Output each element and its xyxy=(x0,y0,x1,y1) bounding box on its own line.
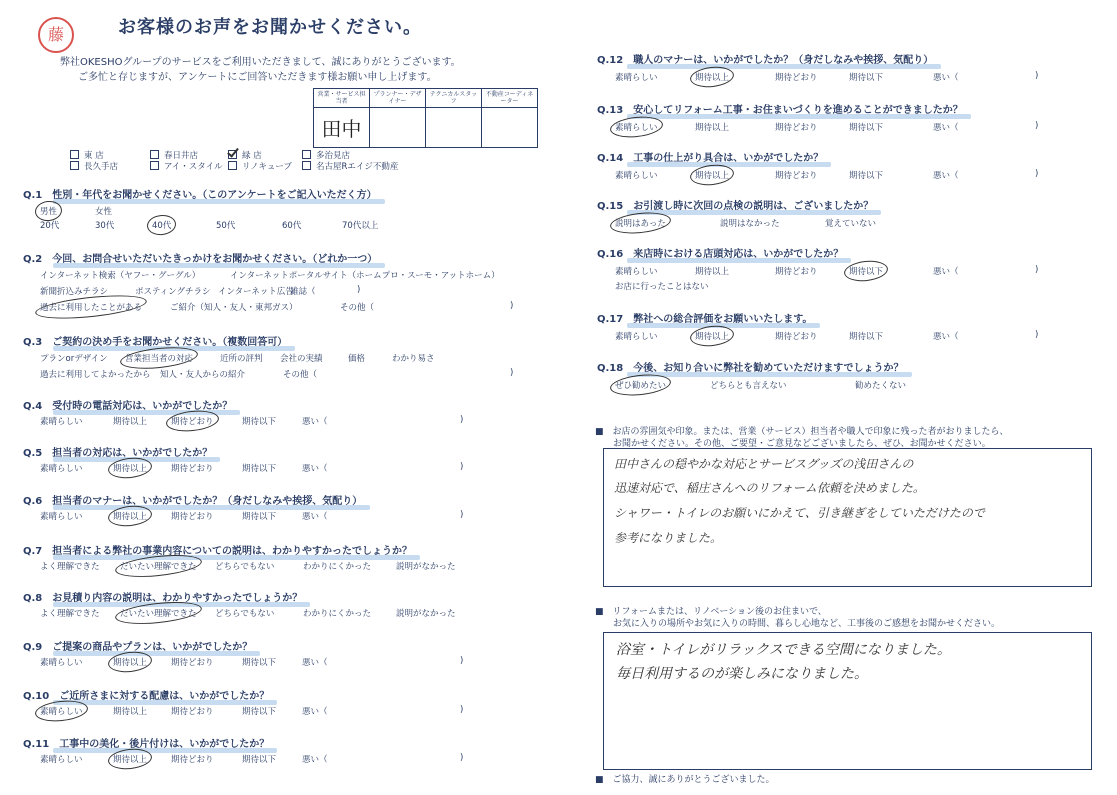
answer-option[interactable]: 期待どおり xyxy=(775,171,818,181)
question-label: Q.17 弊社への総合評価をお願いいたします。 xyxy=(597,310,812,325)
option-bracket-close: ) xyxy=(460,753,464,763)
question-label: Q.10 ご近所さまに対する配慮は、いかがでしたか？ xyxy=(23,687,269,702)
answer-option[interactable]: 期待以下 xyxy=(242,464,277,474)
answer-option[interactable]: 期待以下 xyxy=(242,707,277,717)
answer-option[interactable]: 素晴らしい xyxy=(40,464,83,474)
answer-option[interactable]: 期待以上 xyxy=(113,417,148,427)
answer-option[interactable]: 期待どおり xyxy=(775,73,818,83)
answer-option[interactable]: 期待どおり xyxy=(171,658,214,668)
answer-option[interactable]: 素晴らしい xyxy=(615,123,658,133)
question-label: Q.4 受付時の電話対応は、いかがでしたか？ xyxy=(23,397,232,412)
answer-option[interactable]: 覚えていない xyxy=(825,219,877,229)
store-option[interactable]: 春日井店 xyxy=(150,149,198,161)
answer-option[interactable]: 素晴らしい xyxy=(40,755,83,765)
answer-option[interactable]: インターネット検索（ヤフー・グーグル） xyxy=(40,271,201,281)
answer-option[interactable]: 素晴らしい xyxy=(40,512,83,522)
answer-option[interactable]: 過去に利用したことがある xyxy=(40,303,143,313)
answer-option[interactable]: だいたい理解できた xyxy=(120,562,197,572)
option-bracket-close: ) xyxy=(460,656,464,666)
staff-header-sales: 営業・サービス担当者 xyxy=(314,89,370,108)
answer-option[interactable]: 説明がなかった xyxy=(396,562,456,572)
answer-option[interactable]: 素晴らしい xyxy=(615,171,658,181)
comments1-line-3: シャワー・トイレのお願いにかえて、引き継ぎをしていただけたので xyxy=(614,506,985,520)
checkbox[interactable] xyxy=(150,161,159,170)
answer-option[interactable]: ご紹介（知人・友人・東邦ガス） xyxy=(170,303,298,313)
checkbox[interactable] xyxy=(70,150,79,159)
answer-option[interactable]: 悪い（ xyxy=(933,123,959,133)
answer-option[interactable]: 期待どおり xyxy=(171,707,214,717)
question-label: Q.13 安心してリフォーム工事・お住まいづくりを進めることができましたか？ xyxy=(597,101,963,116)
checkbox[interactable] xyxy=(302,150,311,159)
answer-option[interactable]: 過去に利用してよかったから xyxy=(40,370,151,380)
answer-option[interactable]: 50代 xyxy=(216,221,236,231)
answer-option[interactable]: 期待どおり xyxy=(171,464,214,474)
answer-option[interactable]: 説明がなかった xyxy=(396,609,456,619)
comments1-line-2: 迅速対応で、稲庄さんへのリフォーム依頼を決めました。 xyxy=(614,481,925,495)
option-bracket-close: ) xyxy=(460,510,464,520)
answer-option[interactable]: 期待以上 xyxy=(113,512,148,522)
question-label: Q.11 工事中の美化・後片付けは、いかがでしたか？ xyxy=(23,735,269,750)
answer-option[interactable]: 期待以上 xyxy=(695,171,730,181)
comments1-prompt-1: ■ お店の雰囲気や印象。または、営業（サービス）担当者や職人で印象に残った者がおりましたら、 xyxy=(595,427,1009,437)
answer-option[interactable]: どちらでもない xyxy=(215,562,275,572)
answer-option[interactable]: 期待以下 xyxy=(849,123,884,133)
answer-option[interactable]: 素晴らしい xyxy=(615,332,658,342)
question-label: Q.15 お引渡し時に次回の点検の説明は、ございましたか？ xyxy=(597,197,873,212)
answer-option[interactable]: よく理解できた xyxy=(40,609,100,619)
checkbox[interactable] xyxy=(302,161,311,170)
answer-option[interactable]: 素晴らしい xyxy=(40,707,83,717)
answer-option[interactable]: 営業担当者の対応 xyxy=(125,354,194,364)
answer-option[interactable]: 期待以下 xyxy=(849,171,884,181)
answer-option[interactable]: 期待以下 xyxy=(242,417,277,427)
option-bracket-close: ) xyxy=(1035,330,1039,340)
question-label: Q.18 今後、お知り合いに弊社を勧めていただけますでしょうか？ xyxy=(597,359,904,374)
answer-option[interactable]: 期待以上 xyxy=(695,123,730,133)
answer-option[interactable]: わかりにくかった xyxy=(303,562,372,572)
comments2-line-1: 浴室・トイレがリラックスできる空間になりました。 xyxy=(616,642,951,658)
answer-option[interactable]: 素晴らしい xyxy=(40,417,83,427)
answer-option[interactable]: 悪い（ xyxy=(302,707,328,717)
answer-option[interactable]: ぜひ勧めたい xyxy=(615,381,667,391)
comments1-line-1: 田中さんの穏やかな対応とサービスグッズの浅田さんの xyxy=(614,457,914,471)
answer-option[interactable]: 説明はなかった xyxy=(720,219,780,229)
answer-option[interactable]: 悪い（ xyxy=(302,464,328,474)
answer-option[interactable]: 新聞折込みチラシ xyxy=(40,287,109,297)
answer-option[interactable]: どちらでもない xyxy=(215,609,275,619)
answer-option[interactable]: 期待以上 xyxy=(695,267,730,277)
answer-option[interactable]: 悪い（ xyxy=(933,171,959,181)
answer-option[interactable]: 期待以下 xyxy=(849,267,884,277)
answer-option[interactable]: インターネットポータルサイト（ホームプロ・スーモ・アットホーム） xyxy=(230,271,500,281)
option-bracket-close: ) xyxy=(460,415,464,425)
answer-option[interactable]: 勧めたくない xyxy=(855,381,907,391)
store-option[interactable]: 東 店 xyxy=(70,149,104,161)
answer-option[interactable]: 会社の実績 xyxy=(280,354,323,364)
answer-option[interactable]: 20代 xyxy=(40,221,60,231)
question-label: Q.16 来店時における店頭対応は、いかがでしたか？ xyxy=(597,245,843,260)
question-label: Q.12 職人のマナーは、いかがでしたか？（身だしなみや挨拶、気配り） xyxy=(597,51,933,66)
answer-option[interactable]: 期待以上 xyxy=(113,658,148,668)
answer-option[interactable]: 期待どおり xyxy=(171,755,214,765)
answer-option[interactable]: 素晴らしい xyxy=(615,73,658,83)
option-bracket-close: ) xyxy=(1035,121,1039,131)
staff-header-technical: テクニカルスタッフ xyxy=(426,89,482,108)
answer-option[interactable]: 30代 xyxy=(95,221,115,231)
answer-option[interactable]: 悪い（ xyxy=(933,73,959,83)
answer-option[interactable]: わかりにくかった xyxy=(303,609,372,619)
answer-option[interactable]: 期待以上 xyxy=(113,755,148,765)
comments2-prompt-2: お気に入りの場所やお気に入りの時間、暮らし心地など、工事後のご感想をお聞かせください。 xyxy=(595,619,1001,629)
staff-header-planner: プランナー・デザイナー xyxy=(370,89,426,108)
answer-option[interactable]: 期待以上 xyxy=(695,332,730,342)
answer-option[interactable]: お店に行ったことはない xyxy=(615,282,709,292)
answer-option[interactable]: 悪い（ xyxy=(302,755,328,765)
answer-option[interactable]: 雑誌（ xyxy=(290,287,316,297)
answer-option[interactable]: 悪い（ xyxy=(933,267,959,277)
option-bracket-close: ) xyxy=(460,462,464,472)
intro-line-1: 弊社OKESHOグループのサービスをご利用いただきまして、誠にありがとうございます。 xyxy=(60,57,461,68)
answer-option[interactable]: 女性 xyxy=(95,207,113,217)
question-label: Q.3 ご契約の決め手をお聞かせください。（複数回答可） xyxy=(23,333,287,348)
answer-option[interactable]: 期待どおり xyxy=(775,267,818,277)
checkbox[interactable] xyxy=(228,161,237,170)
answer-option[interactable]: 期待以下 xyxy=(849,332,884,342)
checkbox[interactable] xyxy=(150,150,159,159)
option-bracket-close: ) xyxy=(1035,71,1039,81)
answer-option[interactable]: 悪い（ xyxy=(302,512,328,522)
answer-option[interactable]: 期待以上 xyxy=(113,464,148,474)
answer-option[interactable]: どちらとも言えない xyxy=(710,381,787,391)
answer-option[interactable]: 期待以下 xyxy=(242,755,277,765)
question-label: Q.9 ご提案の商品やプランは、いかがでしたか？ xyxy=(23,638,252,653)
hanko-stamp: 藤 xyxy=(38,17,74,53)
answer-option[interactable]: その他（ xyxy=(283,370,318,380)
answer-option[interactable]: 70代以上 xyxy=(342,221,379,231)
staff-header-realestate: 不動産コーディネーター xyxy=(482,89,538,108)
question-label: Q.1 性別・年代をお聞かせください。（このアンケートをご記入いただく方） xyxy=(23,186,377,201)
answer-option[interactable]: 期待以下 xyxy=(242,512,277,522)
store-option[interactable]: リノキューブ xyxy=(228,160,292,172)
question-label: Q.8 お見積り内容の説明は、わかりやすかったでしょうか？ xyxy=(23,589,302,604)
answer-option[interactable]: 説明はあった xyxy=(615,219,666,229)
staff-value-sales[interactable]: 田中 xyxy=(314,108,370,148)
answer-option[interactable]: 悪い（ xyxy=(302,658,328,668)
answer-option[interactable]: 期待以上 xyxy=(113,707,148,717)
checkbox[interactable] xyxy=(70,161,79,170)
answer-option[interactable]: 期待以上 xyxy=(695,73,730,83)
answer-option[interactable]: 期待どおり xyxy=(171,512,214,522)
comments1-line-4: 参考になりました。 xyxy=(614,531,723,545)
answer-option[interactable]: よく理解できた xyxy=(40,562,100,572)
answer-option[interactable]: 知人・友人からの紹介 xyxy=(160,370,246,380)
store-option[interactable]: 名古屋Rエイジ不動産 xyxy=(302,160,398,172)
answer-option[interactable]: 近所の評判 xyxy=(220,354,263,364)
option-bracket-close: ) xyxy=(1035,265,1039,275)
question-label: Q.2 今回、お問合せいただいたきっかけをお聞かせください。（どれか一つ） xyxy=(23,250,377,265)
answer-option[interactable]: インターネット広告 xyxy=(218,287,294,297)
comments2-box[interactable] xyxy=(603,632,1092,770)
answer-option[interactable]: 男性 xyxy=(40,207,58,217)
option-bracket-close: ) xyxy=(510,301,514,311)
answer-option[interactable]: 期待どおり xyxy=(775,332,818,342)
closing-message: ■ ご協力、誠にありがとうございました。 xyxy=(595,775,775,785)
comments2-prompt-1: ■ リフォームまたは、リノベーション後のお住まいで、 xyxy=(595,607,827,617)
option-bracket-close: ) xyxy=(1035,169,1039,179)
question-label: Q.5 担当者の対応は、いかがでしたか？ xyxy=(23,444,212,459)
answer-option[interactable]: 60代 xyxy=(282,221,302,231)
answer-option[interactable]: だいたい理解できた xyxy=(120,609,197,619)
intro-line-2: ご多忙と存じますが、アンケートにご回答いただきます様お願い申し上げます。 xyxy=(78,72,437,83)
answer-option[interactable]: 期待以下 xyxy=(849,73,884,83)
staff-value-planner[interactable] xyxy=(370,108,426,148)
question-label: Q.6 担当者のマナーは、いかがでしたか？（身だしなみや挨拶、気配り） xyxy=(23,492,362,507)
comments1-prompt-2: お聞かせください。その他、ご要望・ご意見などございましたら、ぜひ、お聞かせください。 xyxy=(595,439,991,449)
option-bracket-close: ) xyxy=(460,705,464,715)
question-label: Q.7 担当者による弊社の事業内容についての説明は、わかりやすかったでしょうか？ xyxy=(23,542,412,557)
answer-option[interactable]: 悪い（ xyxy=(933,332,959,342)
answer-option[interactable]: 素晴らしい xyxy=(40,658,83,668)
staff-table xyxy=(313,88,538,148)
page-title: お客様のお声をお聞かせください。 xyxy=(118,17,422,38)
staff-value-realestate[interactable] xyxy=(482,108,538,148)
answer-option[interactable]: 40代 xyxy=(152,221,172,231)
answer-option[interactable]: プランorデザイン xyxy=(40,354,108,364)
answer-option[interactable]: ポスティングチラシ xyxy=(135,287,211,297)
answer-option[interactable]: 期待以下 xyxy=(242,658,277,668)
answer-option[interactable]: 価格 xyxy=(348,354,366,364)
answer-option[interactable]: 悪い（ xyxy=(302,417,328,427)
answer-option[interactable]: 期待どおり xyxy=(775,123,818,133)
answer-option[interactable]: 素晴らしい xyxy=(615,267,658,277)
answer-option[interactable]: わかり易さ xyxy=(392,354,435,364)
option-bracket-close: ) xyxy=(357,285,361,295)
comments2-line-2: 毎日利用するのが楽しみになりました。 xyxy=(616,666,868,682)
checkbox-checked[interactable] xyxy=(228,150,237,159)
store-option[interactable]: 緑 店 xyxy=(228,149,262,161)
answer-option[interactable]: 期待どおり xyxy=(171,417,214,427)
comments1-box[interactable] xyxy=(603,448,1092,587)
staff-value-technical[interactable] xyxy=(426,108,482,148)
question-label: Q.14 工事の仕上がり具合は、いかがでしたか？ xyxy=(597,149,823,164)
store-option[interactable]: 長久手店 xyxy=(70,160,118,172)
store-option[interactable]: アイ・スタイル xyxy=(150,160,223,172)
store-option[interactable]: 多治見店 xyxy=(302,149,350,161)
option-bracket-close: ) xyxy=(510,368,514,378)
answer-option[interactable]: その他（ xyxy=(340,303,375,313)
